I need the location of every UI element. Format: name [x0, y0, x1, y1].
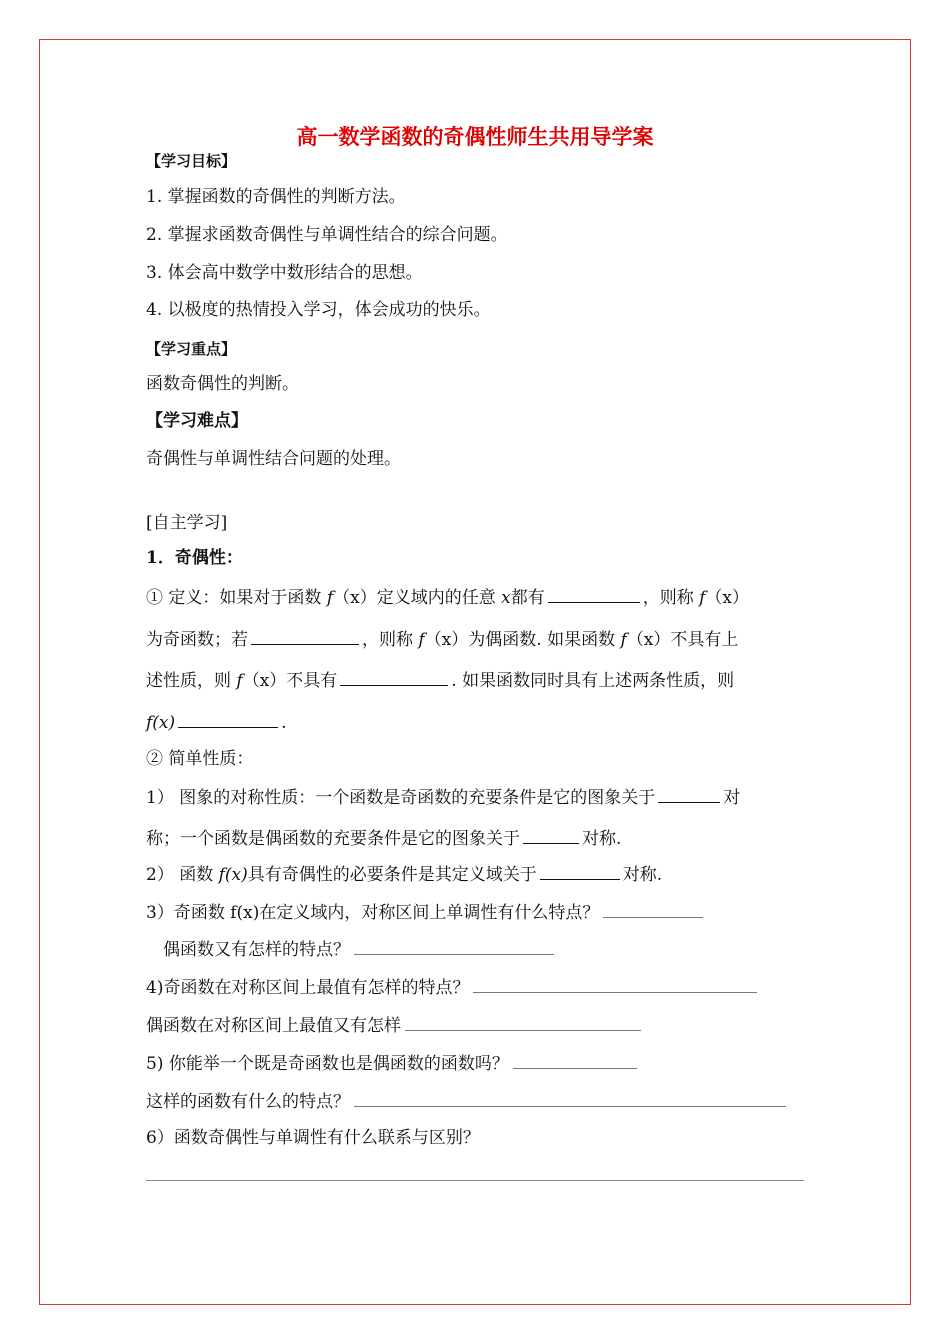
goal-item: 2. 掌握求函数奇偶性与单调性结合的综合问题。: [146, 225, 508, 245]
fill-blank[interactable]: [523, 826, 579, 844]
definition-line-1: ① 定义：如果对于函数 f（x）定义域内的任意 x都有 ，则称 f（x）: [146, 585, 749, 609]
question-6: 6）函数奇偶性与单调性有什么联系与区别？: [146, 1128, 480, 1148]
question-4: 4)奇函数在对称区间上最值有怎样的特点？: [146, 975, 757, 999]
property-1-line-2: 称；一个函数是偶函数的充要条件是它的图象关于 对称.: [146, 826, 621, 850]
fill-blank[interactable]: [251, 627, 359, 645]
question-3: 3）奇函数 f(x)在定义域内，对称区间上单调性有什么特点？: [146, 900, 703, 924]
definition-line-3: 述性质，则 f（x）不具有 . 如果函数同时具有上述两条性质，则: [146, 668, 734, 692]
goal-item: 1. 掌握函数的奇偶性的判断方法。: [146, 187, 406, 207]
self-study-heading: [自主学习]: [146, 513, 228, 533]
answer-blank[interactable]: [405, 1013, 641, 1031]
goals-heading: 【学习目标】: [146, 152, 237, 170]
fill-blank[interactable]: [548, 585, 640, 603]
key-points-heading: 【学习重点】: [146, 340, 237, 358]
definition-line-4: f(x) .: [146, 710, 287, 734]
difficulties-heading: 【学习难点】: [146, 411, 248, 431]
answer-blank[interactable]: [354, 1089, 786, 1107]
fill-blank[interactable]: [178, 710, 278, 728]
question-5-sub: 这样的函数有什么的特点？: [146, 1089, 786, 1113]
goal-item: 3. 体会高中数学中数形结合的思想。: [146, 263, 423, 283]
fill-blank[interactable]: [340, 668, 448, 686]
key-points-text: 函数奇偶性的判断。: [146, 374, 299, 394]
simple-properties-heading: ② 简单性质：: [146, 749, 254, 769]
section-title: 1．奇偶性：: [146, 548, 243, 568]
goal-item: 4. 以极度的热情投入学习，体会成功的快乐。: [146, 300, 491, 320]
answer-line[interactable]: [146, 1180, 804, 1181]
question-4-sub: 偶函数在对称区间上最值又有怎样: [146, 1013, 641, 1037]
fill-blank[interactable]: [658, 785, 720, 803]
question-3-sub: 偶函数又有怎样的特点？: [163, 937, 554, 961]
answer-blank[interactable]: [513, 1051, 637, 1069]
definition-line-2: 为奇函数；若 ，则称 f（x）为偶函数. 如果函数 f（x）不具有上: [146, 627, 738, 651]
answer-blank[interactable]: [354, 937, 554, 955]
question-5: 5) 你能举一个既是奇函数也是偶函数的函数吗？: [146, 1051, 637, 1075]
difficulties-text: 奇偶性与单调性结合问题的处理。: [146, 449, 401, 469]
property-1-line-1: 1） 图象的对称性质：一个函数是奇函数的充要条件是它的图象关于 对: [146, 785, 740, 809]
answer-blank[interactable]: [603, 900, 703, 918]
fill-blank[interactable]: [540, 862, 620, 880]
answer-blank[interactable]: [473, 975, 757, 993]
property-2: 2） 函数 f(x)具有奇偶性的必要条件是其定义域关于 对称.: [146, 862, 662, 886]
document-title: 高一数学函数的奇偶性师生共用导学案: [296, 124, 654, 149]
